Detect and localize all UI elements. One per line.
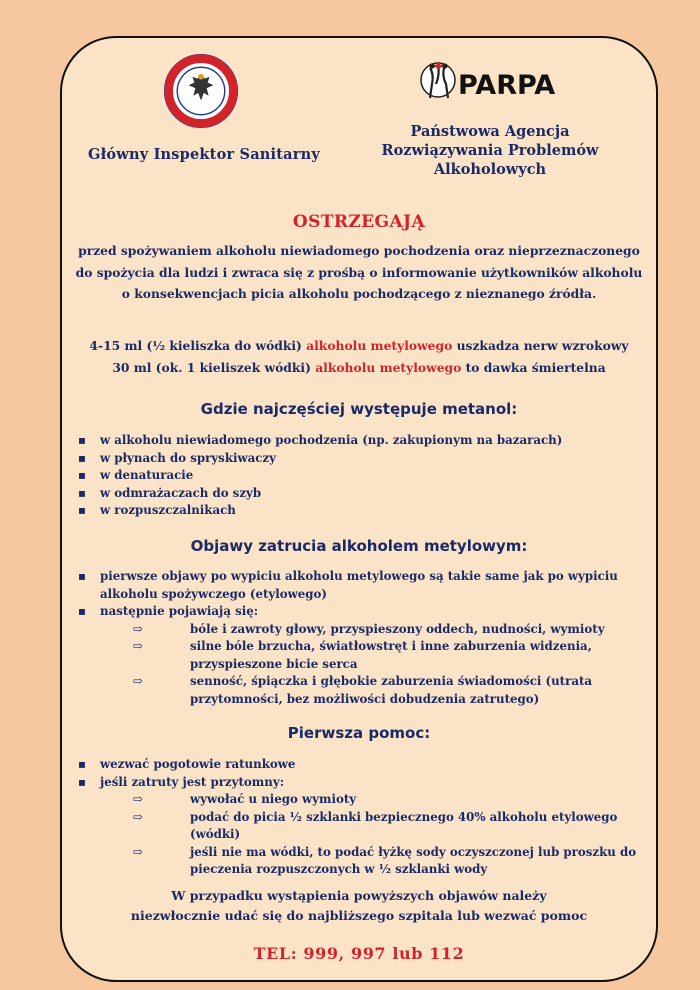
phone-numbers: TEL: 999, 997 lub 112 <box>253 944 465 963</box>
dose-text: 30 ml (ok. 1 kieliszek wódki) <box>112 360 316 375</box>
square-bullet-icon: ▪ <box>78 503 86 517</box>
intro-line: do spożycia dla ludzi i zwraca się z prośbą o informowanie użytkowników alkoholu <box>75 264 643 280</box>
dose-text: uszkadza nerw wzrokowy <box>452 338 629 353</box>
symptoms-list <box>78 568 648 708</box>
dose-line <box>60 335 658 357</box>
dose-highlight: alkoholu metylowego <box>315 360 462 375</box>
square-bullet-icon: ▪ <box>78 468 86 482</box>
final-line: W przypadku wystąpienia powyższych objawów należy <box>171 888 547 903</box>
first-aid-list <box>78 756 648 879</box>
dose-text: to dawka śmiertelna <box>461 360 606 375</box>
warning-title: OSTRZEGAJĄ <box>292 212 426 232</box>
list-item: ▪ w odmrażaczach do szyb <box>78 485 648 503</box>
heading-where: Gdzie najczęściej występuje metanol: <box>200 400 518 418</box>
heading-first-aid: Pierwsza pomoc: <box>287 724 431 742</box>
sub-item: ⇨ senność, śpiączka i głębokie zaburzenia świadomości (utrata przytomności, bez możliwości dobudzenia zatrutego) <box>133 674 593 706</box>
sanitary-inspection-logo <box>163 53 239 129</box>
arrow-right-icon: ⇨ <box>133 621 143 636</box>
parpa-logo <box>420 56 570 108</box>
arrow-right-icon: ⇨ <box>133 792 143 806</box>
list-item: ▪ następnie pojawiają się: <box>78 603 648 621</box>
sub-item: ⇨ silne bóle brzucha, światłowstręt i inne zaburzenia widzenia, przyspieszone bicie serca <box>133 639 592 671</box>
square-bullet-icon: ▪ <box>78 604 86 618</box>
sub-item: ⇨ wywołać u niego wymioty <box>78 791 648 809</box>
square-bullet-icon: ▪ <box>78 450 86 465</box>
arrow-right-icon: ⇨ <box>133 809 143 824</box>
dose-text: 4-15 ml (½ kieliszka do wódki) <box>89 338 307 353</box>
final-line: niezwłocznie udać się do najbliższego szpitala lub wezwać pomoc <box>130 908 588 923</box>
parpa-name-line: Państwowa Agencja <box>410 123 570 140</box>
list-item: ▪ w rozpuszczalnikach <box>78 502 648 520</box>
heading-symptoms: Objawy zatrucia alkoholem metylowym: <box>190 537 528 555</box>
list-item: ▪ pierwsze objawy po wypiciu alkoholu metylowego są takie same jak po wypiciu alkoholu spożywczego (etylowego) <box>78 569 618 601</box>
list-item: ▪ w alkoholu niewiadomego pochodzenia (np. zakupionym na bazarach) <box>78 432 648 450</box>
final-note <box>60 886 658 926</box>
arrow-right-icon: ⇨ <box>133 844 143 859</box>
gis-name: Główny Inspektor Sanitarny <box>88 146 320 163</box>
list-item: ▪ w płynach do spryskiwaczy <box>78 450 648 468</box>
dose-line <box>60 357 658 379</box>
list-item: ▪ w denaturacie <box>78 467 648 485</box>
intro-line: przed spożywaniem alkoholu niewiadomego pochodzenia oraz nieprzeznaczonego <box>78 243 640 258</box>
sub-item: ⇨ jeśli nie ma wódki, to podać łyżkę sody oczyszczonej lub proszku do pieczenia rozpuszczonych w ½ szklanki wody <box>133 844 637 876</box>
square-bullet-icon: ▪ <box>78 485 86 500</box>
list-item: ▪ wezwać pogotowie ratunkowe <box>78 756 648 774</box>
parpa-logo-text: PARPA <box>458 70 556 101</box>
parpa-name-line: Alkoholowych <box>433 161 547 178</box>
arrow-right-icon: ⇨ <box>133 674 143 688</box>
square-bullet-icon: ▪ <box>78 757 86 771</box>
sub-item: ⇨ bóle i zawroty głowy, przyspieszony oddech, nudności, wymioty <box>78 621 648 639</box>
sub-item: ⇨ podać do picia ½ szklanki bezpiecznego 40% alkoholu etylowego (wódki) <box>133 809 618 841</box>
square-bullet-icon: ▪ <box>78 433 86 447</box>
intro-text <box>60 240 658 305</box>
arrow-right-icon: ⇨ <box>133 639 143 653</box>
square-bullet-icon: ▪ <box>78 569 86 583</box>
square-bullet-icon: ▪ <box>78 774 86 789</box>
intro-line: o konsekwencjach picia alkoholu pochodzącego z nieznanego źródła. <box>121 286 597 301</box>
list-item: ▪ jeśli zatruty jest przytomny: <box>78 774 648 792</box>
where-list <box>78 432 648 520</box>
dose-info <box>60 335 658 379</box>
dose-highlight: alkoholu metylowego <box>306 338 453 353</box>
parpa-name <box>360 122 620 179</box>
parpa-name-line: Rozwiązywania Problemów <box>381 142 599 159</box>
